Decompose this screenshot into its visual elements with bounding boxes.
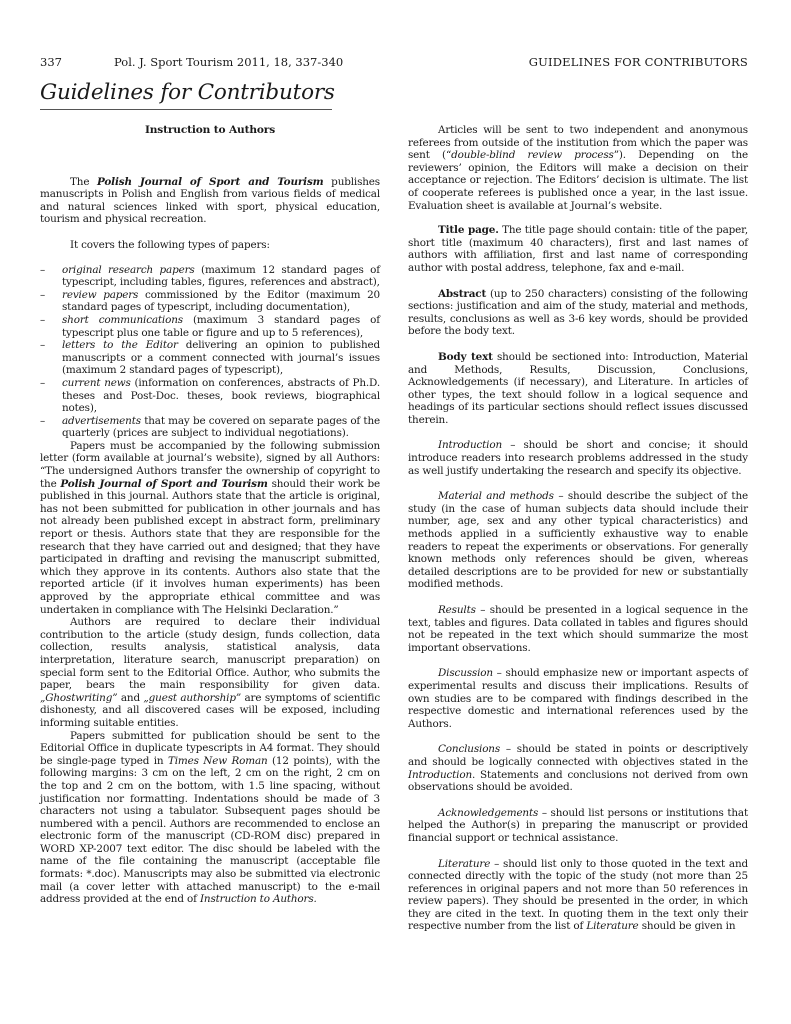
section-label: Introduction [438,439,503,452]
right-column [408,124,748,933]
submission-paragraph: Papers must be accompanied by the following submission letter (form available at journal’s website), signed by all Authors: “The undersigned Authors transfer the ownership of copyright to the Polish Journal of Sport and Tourism should their work be published in this journal. Authors state that the article is original, has not been submitted for publication in other journals and has not already been published except in abstract form, preliminary report or thesis. Authors state that they are responsible for the research that they have carried out and designed; that they have participated in drafting and revising the manuscript submitted, which they approve in its contents. Authors also state that the reported article (if it involves human experiments) has been approved by the appropriate ethical committee and was undertaken in compliance with The Helsinki Declaration.” [40,439,380,616]
section-label: Literature [438,857,491,870]
section-label: Material and methods [438,490,554,503]
section-label: Acknowledgements [438,806,539,819]
body-text-paragraph: Body text should be sectioned into: Introduction, Material and Methods, Results, Discussion, Conclusions, Acknowledgements (if necessary), and Literature. In articles of other types, the text should follow in a logical sequence and headings of its particular sections should reflect issues discussed therein. [408,350,748,426]
journal-citation: Pol. J. Sport Tourism 2011, 18, 337-340 [114,55,344,69]
list-item: – advertisements that may be covered on separate pages of the quarterly (prices are subject to individual negotiations). [40,414,380,440]
discussion-paragraph: Discussion – should emphasize new or important aspects of experimental results and discuss their implications. Results of own studies are to be compared with findings described in the respective domestic and international references used by the Authors. [408,667,748,730]
abstract-paragraph: Abstract (up to 250 characters) consisting of the following sections: justification and aim of the study, material and methods, results, conclusions as well as 3-6 key words, should be provided before the body text. [408,287,748,338]
introduction-paragraph: Introduction – should be short and concise; it should introduce readers into research problems addressed in the study as well justify undertaking the research and specify its objective. [408,439,748,477]
left-column [40,124,380,906]
intro-paragraph: The Polish Journal of Sport and Tourism publishes manuscripts in Polish and English from various fields of medical and natural sciences linked with sport, physical education, tourism and physical recreation. [40,175,380,226]
page-title: Guidelines for Contributors [40,80,332,110]
page-header [40,55,748,71]
literature-paragraph: Literature – should list only to those quoted in the text and connected directly with the topic of the study (not more than 25 references in original papers and not more than 50 references in review papers). They should be presented in the order, in which they are cited in the text. In quoting them in the text only their respective number from the list of Literature should be given in [408,857,748,933]
list-item: – letters to the Editor delivering an opinion to published manuscripts or a comment connected with journal’s issues (maximum 2 standard pages of typescript), [40,339,381,377]
results-paragraph: Results – should be presented in a logical sequence in the text, tables and figures. Data collated in tables and figures should not be repeated in the text which should summarize the most important observations. [408,604,748,654]
section-label: Title page. [438,224,499,237]
list-item: – current news (information on conferences, abstracts of Ph.D. theses and Post-Doc. theses, book reviews, biographical notes), [40,376,380,415]
section-label: Results [438,604,476,616]
page-number: 337 [40,55,62,69]
methods-paragraph: Material and methods – should describe the subject of the study (in the case of human subjects data should include their number, age, sex and any other typical characteristics) and methods applied in a sufficiently exhaustive way to enable readers to repeat the experiments or observations. For generally known methods only references should be given, whereas detailed descriptions are to be provided for new or substantially modified methods. [408,490,748,591]
section-label: Abstract [438,287,487,300]
section-label: Body text [438,350,493,363]
contribution-paragraph: Authors are required to declare their individual contribution to the article (study design, funds collection, data collection, results analysis, statistical analysis, data interpretation, literature search, manuscript preparation) on special form sent to the Editorial Office. Author, who submits the paper, bears the main responsibility for given data. „Ghostwriting” and „guest authorship” are symptoms of scientific dishonesty, and all discovered cases will be exposed, including informing suitable entities. [40,616,380,729]
section-subheading: Instruction to Authors [144,124,276,136]
paper-types-list [40,264,380,440]
section-label: Discussion [438,667,493,680]
journal-name: Polish Journal of Sport and Tourism [97,175,324,188]
conclusions-paragraph: Conclusions – should be stated in points or descriptively and should be logically connected with objectives stated in the Introduction. Statements and conclusions not derived from own observations should be avoided. [408,743,748,794]
format-paragraph: Papers submitted for publication should be sent to the Editorial Office in duplicate typescripts in A4 format. They should be single-page typed in Times New Roman (12 points), with the following margins: 3 cm on the left, 2 cm on the right, 2 cm on the top and 2 cm on the bottom, with 1.5 line spacing, without justification nor formatting. Indentations should be made of 3 characters not using a tabulator. Subsequent pages should be numbered with a pencil. Authors are recommended to enclose an electronic form of the manuscript (CD-ROM disc) prepared in WORD XP-2007 text editor. The disc should be labeled with the name of the file containing the manuscript (acceptable file formats: *.doc). Manuscripts may also be submitted via electronic mail (a cover letter with attached manuscript) to the e-mail address provided at the end of Instruction to Authors. [40,729,380,906]
title-page-paragraph: Title page. The title page should contain: title of the paper, short title (maximum 40 characters), first and last names of authors with affiliation, first and last name of corresponding author with postal address, telephone, fax and e-mail. [408,224,748,274]
running-head: GUIDELINES FOR CONTRIBUTORS [528,55,748,69]
acknowledgements-paragraph: Acknowledgements – should list persons or institutions that helped the Author(s) in preparing the manuscript or provided financial support or technical assistance. [408,806,748,844]
journal-name: Polish Journal of Sport and Tourism [60,477,268,490]
section-label: Conclusions [438,743,501,756]
list-item: – review papers commissioned by the Editor (maximum 20 standard pages of typescript, including documentation), [40,288,380,314]
list-item: – short communications (maximum 3 standard pages of typescript plus one table or figure and up to 5 references), [40,313,380,339]
review-paragraph: Articles will be sent to two independent and anonymous referees from outside of the institution from which the paper was sent (“double-blind review process”). Depending on the reviewers’ opinion, the Editors will make a decision on their acceptance or rejection. The Editors’ decision is ultimate. The list of cooperate referees is published once a year, in the last issue. Evaluation sheet is available at Journal’s website. [408,124,748,212]
list-item: – original research papers (maximum 12 standard pages of typescript, including tables, figures, references and abstract), [40,263,380,289]
types-intro: It covers the following types of papers: [70,238,270,251]
